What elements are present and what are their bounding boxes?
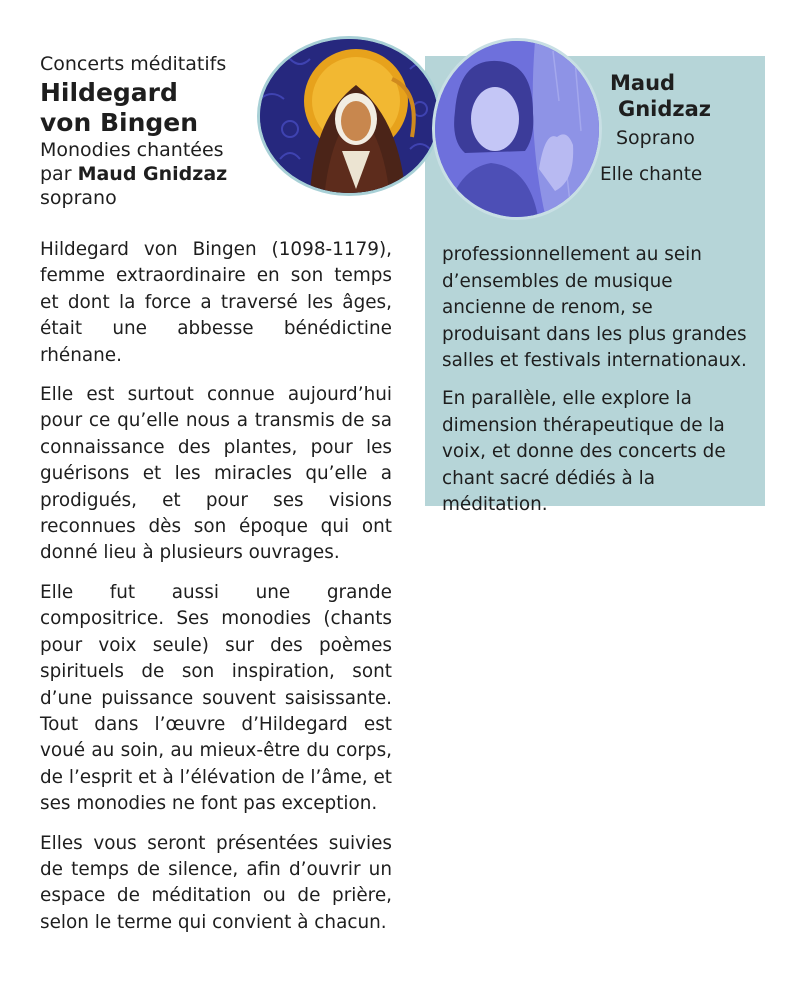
maud-gnidzaz-portrait <box>432 38 602 220</box>
article-paragraph: Hildegard von Bingen (1098-1179), femme extraordinaire en son temps et dont la force a traversé les âges, était une abbesse bénédictine rhénane. <box>40 239 392 366</box>
kicker: Concerts méditatifs <box>40 53 227 75</box>
performer-name: Maud Gnidzaz <box>77 163 228 185</box>
icon-painting <box>260 39 441 196</box>
bio-text <box>442 162 748 530</box>
title-line-2: von Bingen <box>40 108 199 137</box>
title-line-1: Hildegard <box>40 78 178 107</box>
portrait-photo <box>435 41 602 220</box>
hildegard-icon-image <box>257 36 441 196</box>
bio-paragraph: En parallèle, elle explore la dimension thérapeutique de la voix, et donne des concerts de chant sacré dédiés à la méditation. <box>442 388 726 516</box>
subtitle-line-1: Monodies chantées <box>40 139 224 161</box>
bio-role: Soprano <box>616 127 695 149</box>
bio-paragraph-text: Elle chante professionnellement au sein d’ensembles de musique ancienne de renom, se produisant dans les plus grandes salles et festivals internationaux. <box>442 164 747 372</box>
subtitle-prefix: par <box>40 163 78 185</box>
bio-name-line-2: Gnidzaz <box>618 97 712 121</box>
page-title <box>40 78 260 138</box>
subtitle-line-3: soprano <box>40 187 117 209</box>
bio-name-line-1: Maud <box>610 71 676 95</box>
article-paragraph: Elle est surtout connue aujourd’hui pour ce qu’elle nous a transmis de sa connaissance des plantes, pour les guérisons et les miracles qu’elle a prodigués, et pour ses visions reconnues dès son époque qui ont donné lieu à plusieurs ouvrages. <box>40 384 392 564</box>
article-paragraph: Elles vous seront présentées suivies de temps de silence, afin d’ouvrir un espace de méditation ou de prière, selon le terme qui convient à chacun. <box>40 832 392 933</box>
subtitle-line-2 <box>40 162 260 186</box>
bio-name <box>610 70 711 122</box>
header <box>40 52 260 210</box>
article-paragraph: Elle fut aussi une grande compositrice. Ses monodies (chants pour voix seule) sur des poèmes spirituels de son inspiration, sont d’une puissance souvent saisissante. Tout dans l’œuvre d’Hildegard est voué au soin, au mieux-être du corps, de l’esprit et à l’élévation de l’âme, et ses monodies ne font pas exception. <box>40 581 392 815</box>
article-body <box>40 237 392 949</box>
